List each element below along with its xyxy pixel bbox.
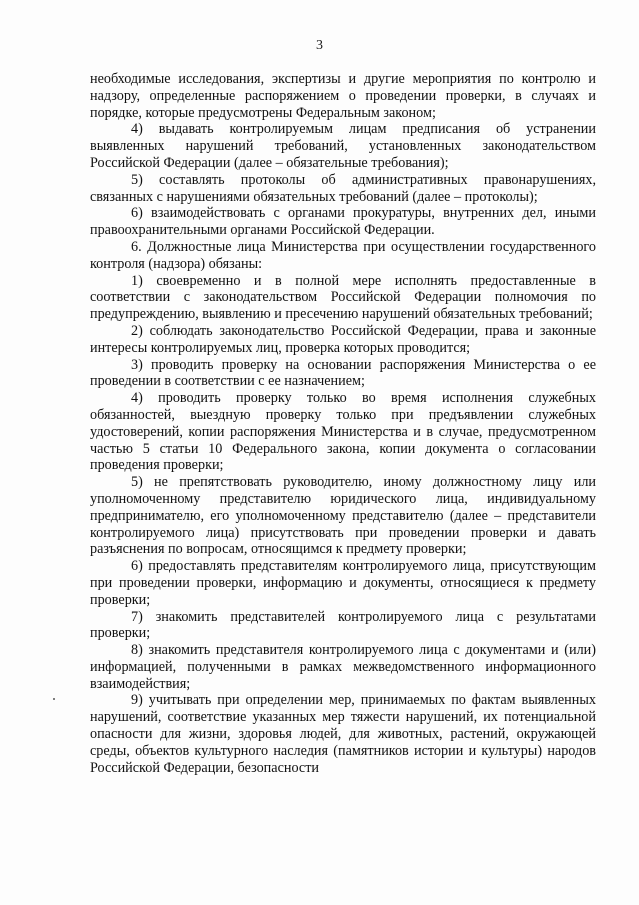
paragraph-section-6-heading: 6. Должностные лица Министерства при осуществлении государственного контроля (надзора) обязаны: [90,238,596,272]
document-body [90,71,596,776]
paragraph-duty-6: 6) предоставлять представителям контролируемого лица, присутствующим при проведении проверки, информацию и документы, относящиеся к предмету проверки; [90,558,596,608]
page-number: 3 [316,38,323,53]
paragraph-duty-9: 9) учитывать при определении мер, принимаемых по фактам выявленных нарушений, соответствие указанных мер тяжести нарушений, их потенциальной опасности для жизни, здоровья людей, для животных, растений, окружающей среды, объектов культурного наследия (памятников истории и культуры) народов Российской Федерации, безопасности [90,692,596,776]
scan-speck [53,698,55,700]
paragraph-item-6-interaction: 6) взаимодействовать с органами прокуратуры, внутренних дел, иными правоохранительными органами Российской Федерации. [90,205,596,239]
paragraph-item-4-issue-orders: 4) выдавать контролируемым лицам предписания об устранении выявленных нарушений требований, установленных законодательством Российской Федерации (далее – обязательные требования); [90,121,596,171]
paragraph-duty-3: 3) проводить проверку на основании распоряжения Министерства о ее проведении в соответствии с ее назначением; [90,356,596,390]
paragraph-duty-8: 8) знакомить представителя контролируемого лица с документами и (или) информацией, полученными в рамках межведомственного информационного взаимодействия; [90,642,596,692]
paragraph-duty-2: 2) соблюдать законодательство Российской Федерации, права и законные интересы контролируемых лиц, проверка которых проводится; [90,322,596,356]
paragraph-duty-5: 5) не препятствовать руководителю, иному должностному лицу или уполномоченному представителю юридического лица, индивидуальному предпринимателю, его уполномоченному представителю (далее – представители контролируемого лица) присутствовать при проведении проверки и давать разъяснения по вопросам, относящимся к предмету проверки; [90,474,596,558]
paragraph-continuation: необходимые исследования, экспертизы и другие мероприятия по контролю и надзору, определенные распоряжением о проведении проверки, в случаях и порядке, которые предусмотрены Федеральным законом; [90,71,596,121]
paragraph-duty-4: 4) проводить проверку только во время исполнения служебных обязанностей, выездную проверку только при предъявлении служебных удостоверений, копии распоряжения Министерства и в случае, предусмотренном частью 5 статьи 10 Федерального закона, копии документа о согласовании проведения проверки; [90,390,596,474]
paragraph-duty-7: 7) знакомить представителей контролируемого лица с результатами проверки; [90,608,596,642]
paragraph-item-5-protocols: 5) составлять протоколы об административных правонарушениях, связанных с нарушениями обязательных требований (далее – протоколы); [90,171,596,205]
paragraph-duty-1: 1) своевременно и в полной мере исполнять предоставленные в соответствии с законодательством Российской Федерации полномочия по предупреждению, выявлению и пресечению нарушений обязательных требований; [90,272,596,323]
